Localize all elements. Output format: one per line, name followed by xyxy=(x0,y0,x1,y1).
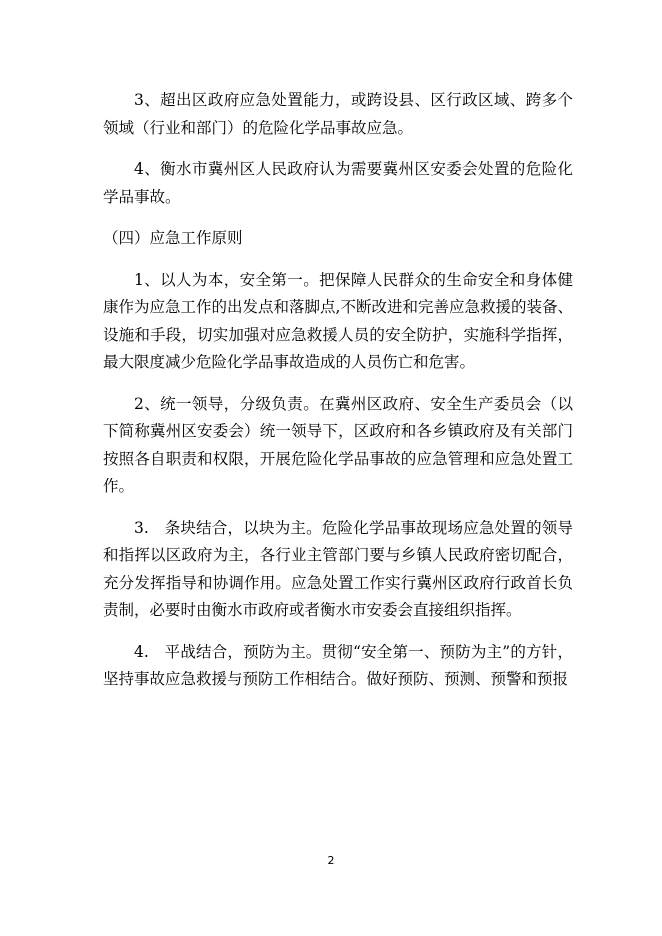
document-body xyxy=(103,87,573,694)
paragraph-scope-4: 4、衡水市冀州区人民政府认为需要冀州区安委会处置的危险化学品事故。 xyxy=(103,160,573,206)
paragraph-principle-2: 2、统一领导，分级负责。在冀州区政府、安全生产委员会（以下简称冀州区安委会）统一领导下，区政府和各乡镇政府及有关部门按照各自职责和权限，开展危险化学品事故的应急管理和应急处置工作。 xyxy=(103,394,573,495)
paragraph-principle-1: 1、以人为本，安全第一。把保障人民群众的生命安全和身体健康作为应急工作的出发点和落脚点,不断改进和完善应急救援的装备、设施和手段，切实加强对应急救援人员的安全防护，实施科学指挥，最大限度减少危险化学品事故造成的人员伤亡和危害。 xyxy=(103,270,573,371)
paragraph-principle-3: 3. 条块结合，以块为主。危险化学品事故现场应急处置的领导和指挥以区政府为主，各行业主管部门要与乡镇人民政府密切配合，充分发挥指导和协调作用。应急处置工作实行冀州区政府行政首长负责制，必要时由衡水市政府或者衡水市安委会直接组织指挥。 xyxy=(103,518,573,619)
section-heading-principles: （四）应急工作原则 xyxy=(103,229,243,247)
page-number: 2 xyxy=(327,854,335,867)
paragraph-principle-4: 4. 平战结合，预防为主。贯彻“安全第一、预防为主”的方针，坚持事故应急救援与预防工作相结合。做好预防、预测、预警和预报 xyxy=(103,642,573,688)
paragraph-scope-3: 3、超出区政府应急处置能力，或跨设县、区行政区域、跨多个领域（行业和部门）的危险化学品事故应急。 xyxy=(103,91,573,137)
